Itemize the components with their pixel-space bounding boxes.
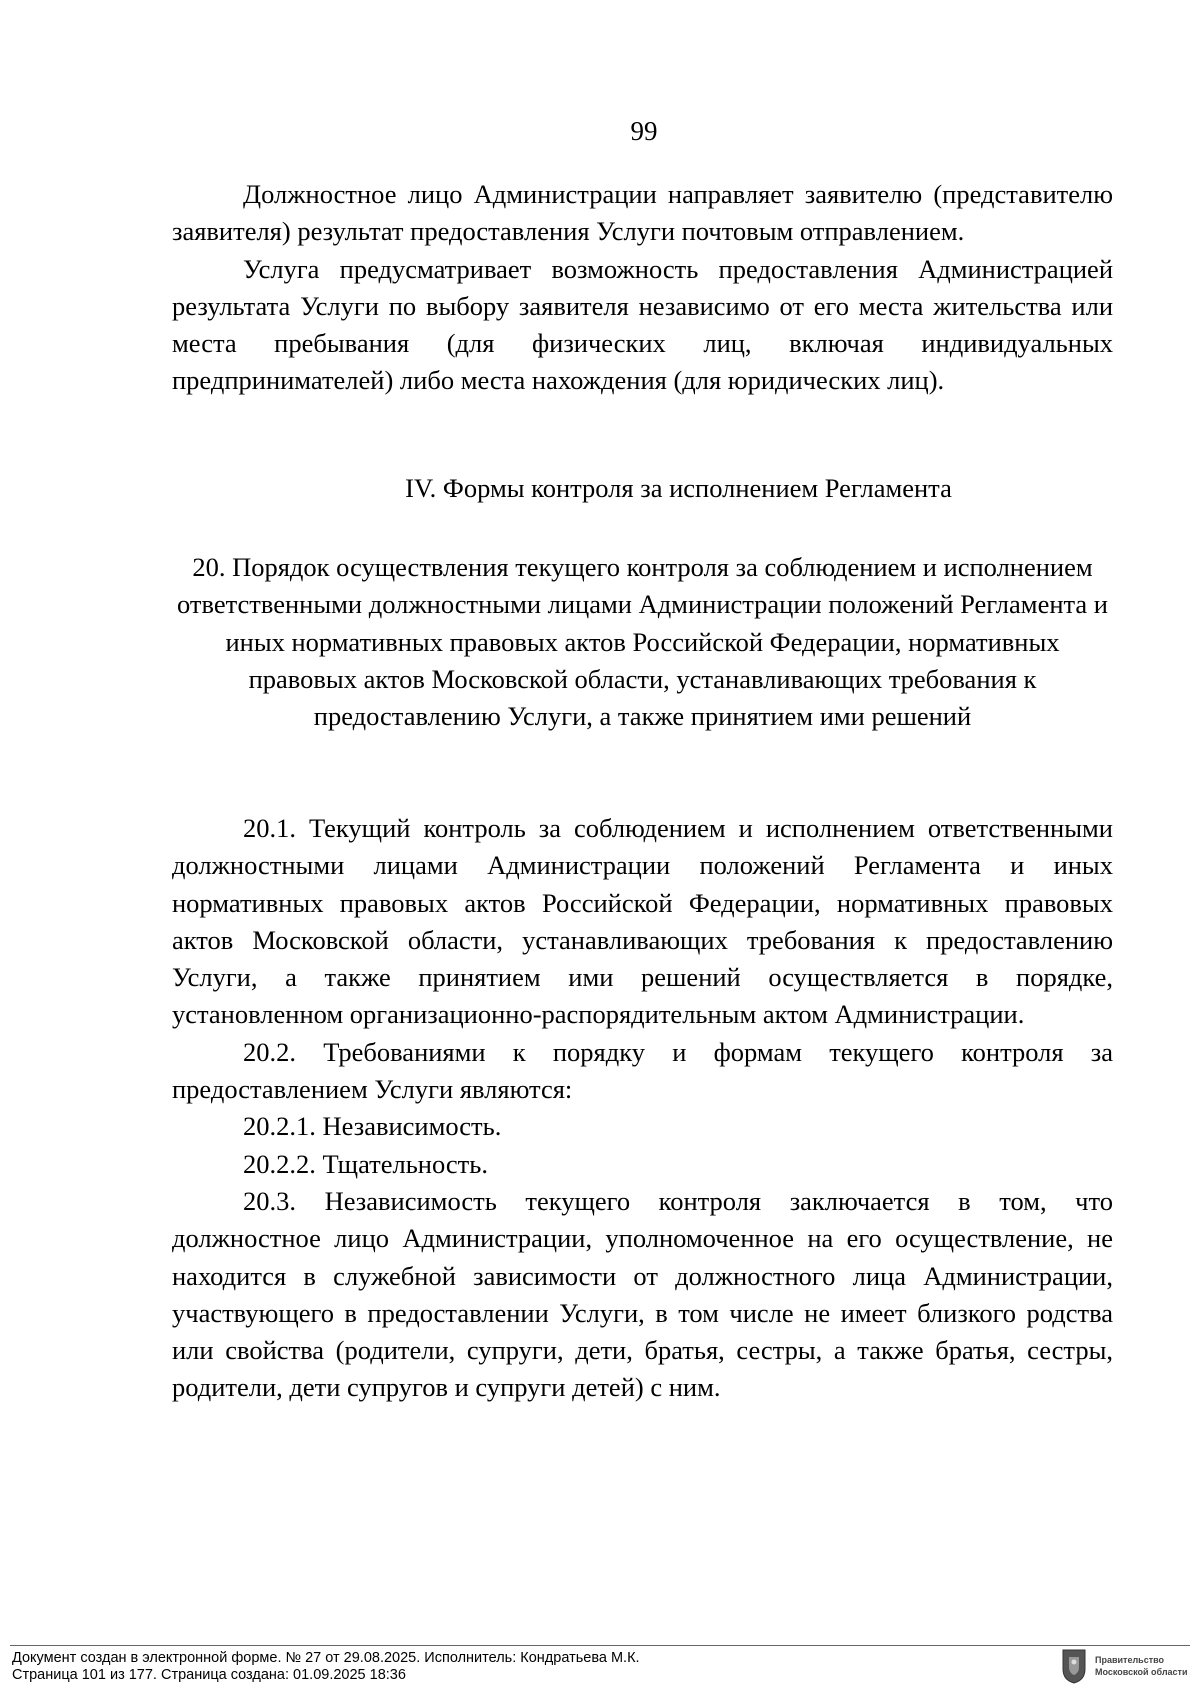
footer-info: [12, 1650, 640, 1684]
intro-text: [172, 176, 1113, 400]
subsection-title: 20. Порядок осуществления текущего контроля за соблюдением и исполнением ответственными должностными лицами Администрации положений Регламента и иных нормативных правовых актов Российской Федерации, нормативных правовых актов Московской области, устанавливающих требования к предоставлению Услуги, а также принятием ими решений: [177, 552, 1108, 732]
footer-divider: [10, 1645, 1190, 1646]
footer-line-2: Страница 101 из 177. Страница создана: 01.09.2025 18:36: [12, 1667, 406, 1683]
items-text: [172, 810, 1113, 1407]
footer-line-1: Документ создан в электронной форме. № 27 от 29.08.2025. Исполнитель: Кондратьева М.К.: [12, 1650, 640, 1666]
item-20-1: 20.1. Текущий контроль за соблюдением и исполнением ответственными должностными лицами Администрации положений Регламента и иных нормативных правовых актов Российской Федерации, нормативных правовых актов Московской области, устанавливающих требования к предоставлению Услуги, а также принятием ими решений осуществляется в порядке, установленном организационно-распорядительным актом Администрации.: [172, 813, 1113, 1030]
section-title: IV. Формы контроля за исполнением Регламента: [405, 473, 952, 503]
intro-paragraph-2: Услуга предусматривает возможность предоставления Администрацией результата Услуги по выбору заявителя независимо от его места жительства или места пребывания (для физических лиц, включая индивидуальных предпринимателей) либо места нахождения (для юридических лиц).: [172, 253, 1113, 396]
item-20-3: 20.3. Независимость текущего контроля заключается в том, что должностное лицо Администрации, уполномоченное на его осуществление, не находится в служебной зависимости от должностного лица Администрации, участвующего в предоставлении Услуги, в том числе не имеет близкого родства или свойства (родители, супруги, дети, братья, сестры, а также братья, сестры, родители, дети супругов и супруги детей) с ним.: [172, 1185, 1113, 1403]
emblem-caption: Правительство Московской области: [1095, 1655, 1188, 1677]
item-20-2-1: 20.2.1. Независимость.: [243, 1111, 502, 1142]
coat-of-arms-icon: [1061, 1647, 1087, 1684]
item-20-2-2: 20.2.2. Тщательность.: [243, 1148, 488, 1179]
intro-paragraph-1: Должностное лицо Администрации направляет заявителю (представителю заявителя) результат предоставления Услуги почтовым отправлением.: [172, 179, 1113, 247]
item-20-2: 20.2. Требованиями к порядку и формам текущего контроля за предоставлением Услуги являются:: [172, 1036, 1113, 1105]
page-number: 99: [630, 116, 658, 146]
